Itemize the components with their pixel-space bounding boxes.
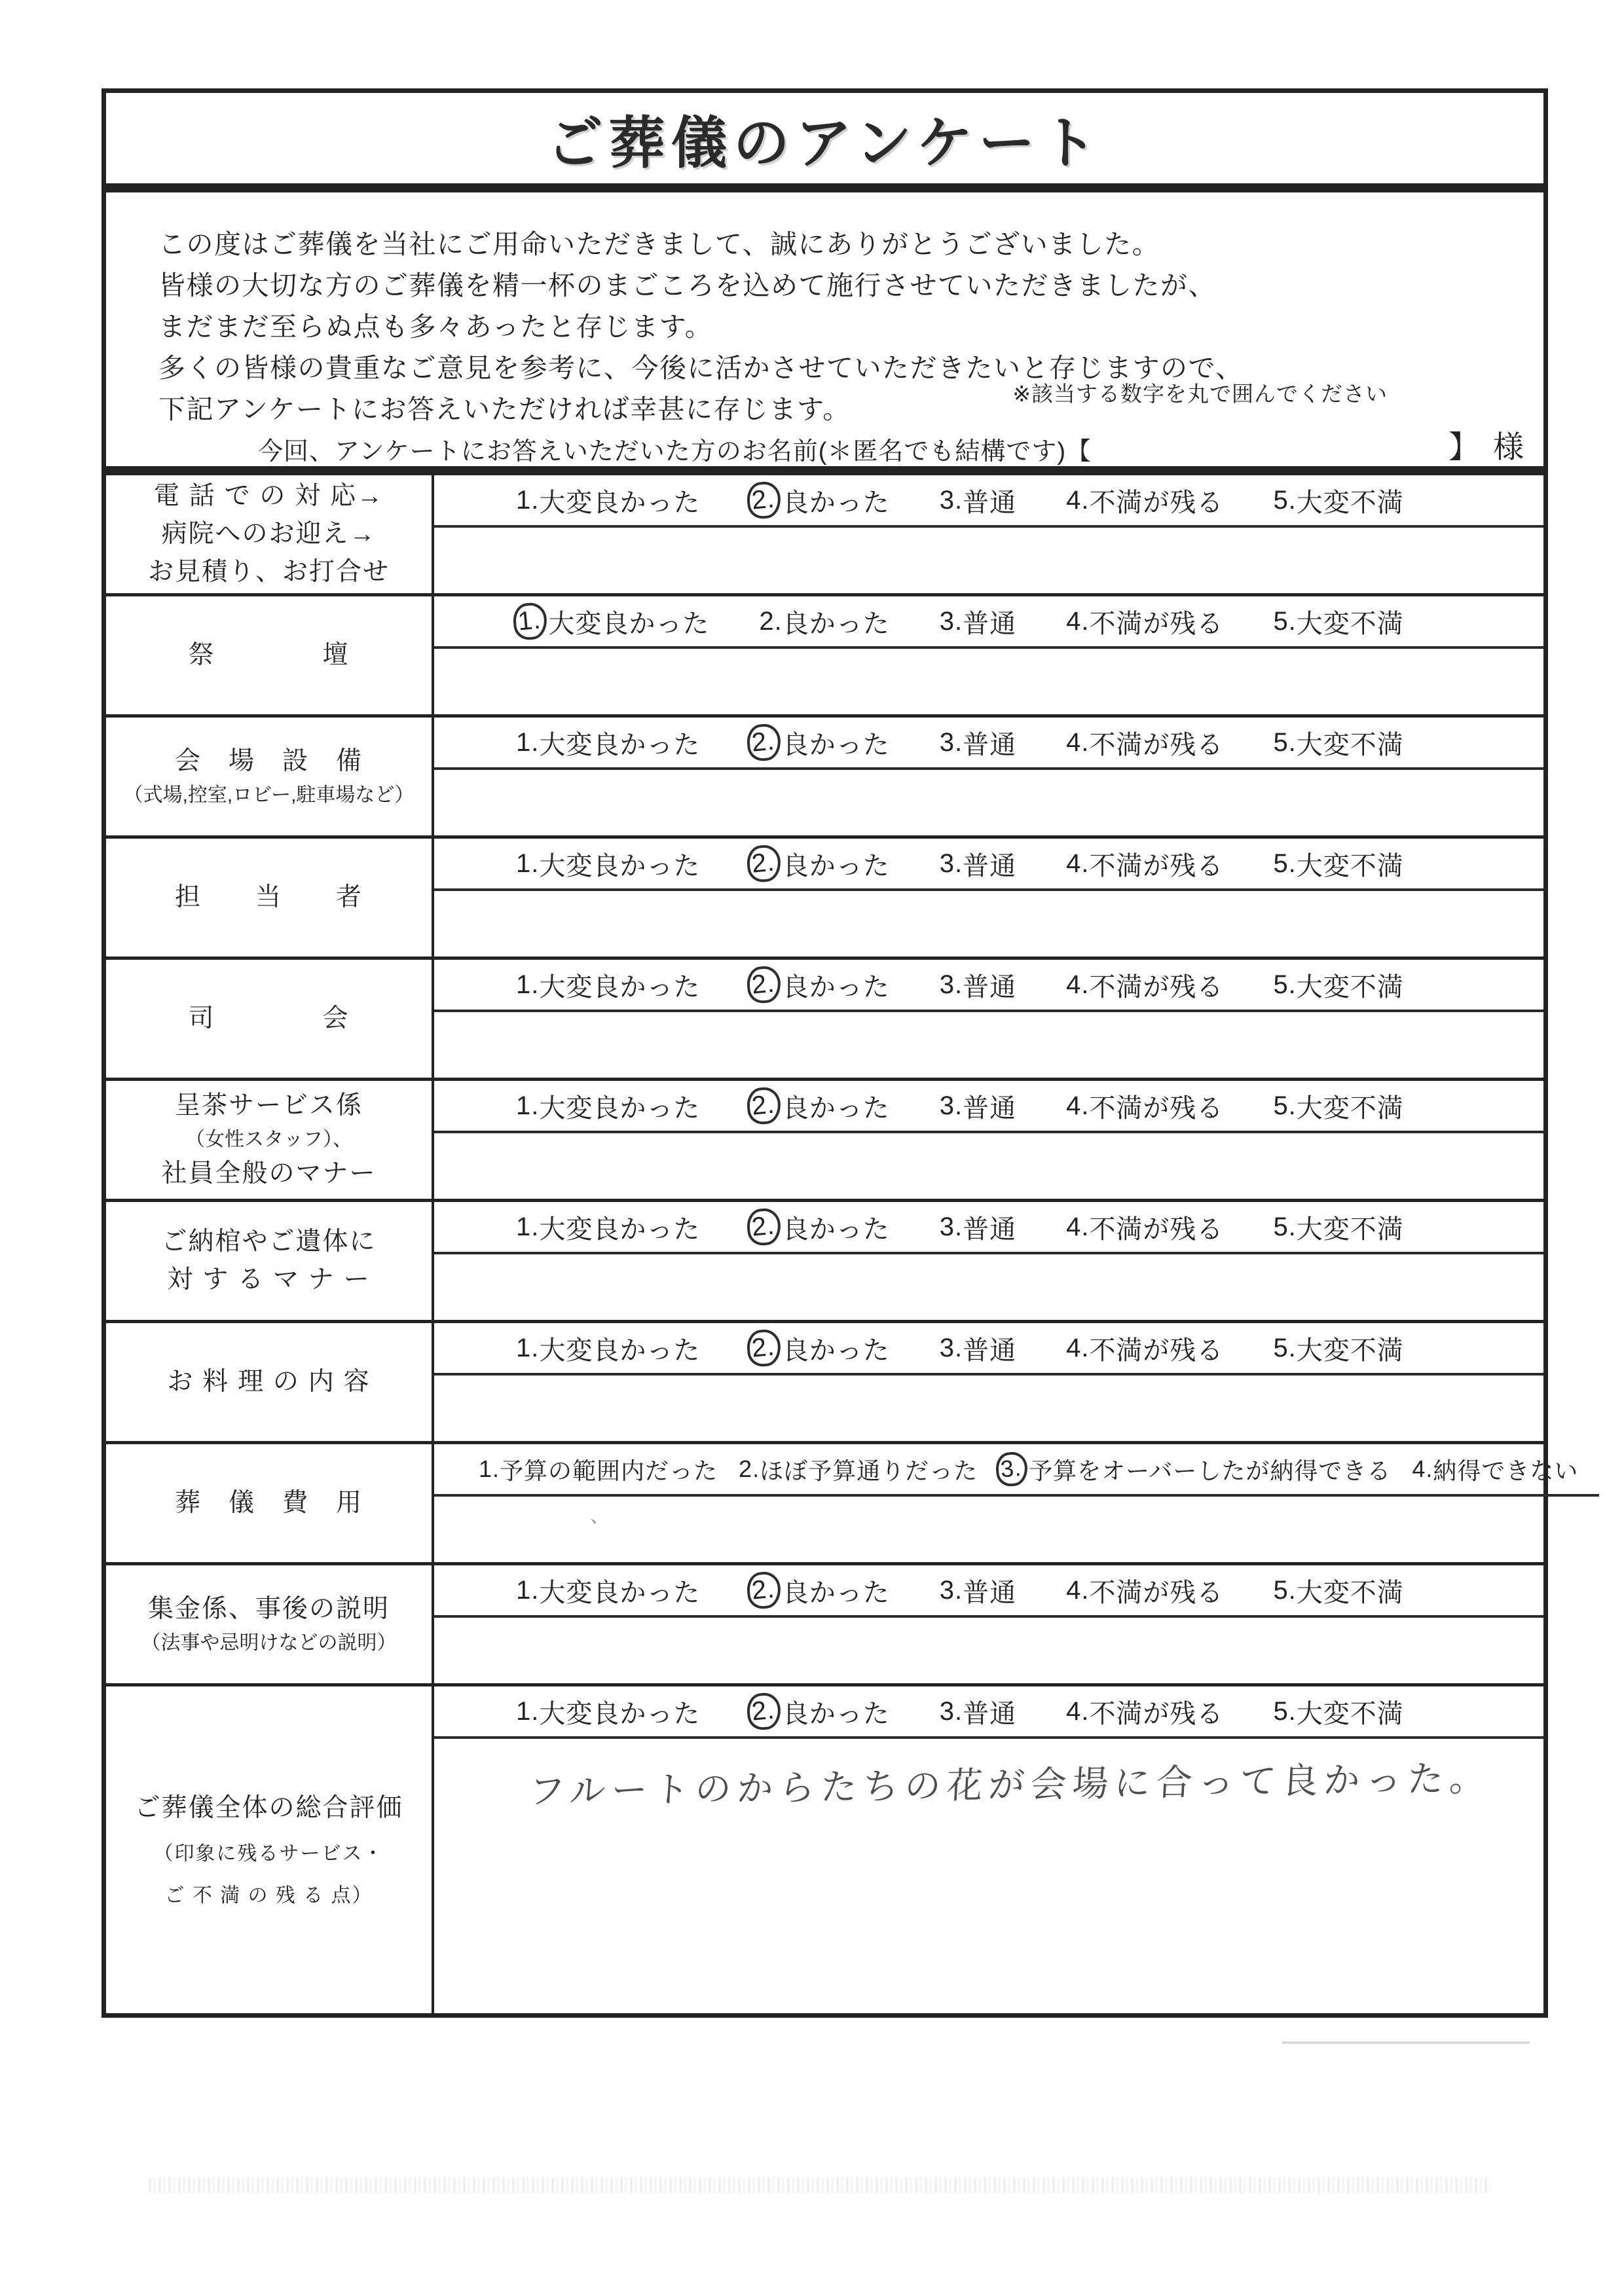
- rating-number: 4.: [1066, 486, 1090, 515]
- row-label: （法事や忌明けなどの説明）: [141, 1632, 397, 1654]
- selected-rating-circle: 2.: [746, 481, 783, 520]
- rating-option[interactable]: [940, 1572, 1016, 1609]
- rating-option[interactable]: [1066, 482, 1223, 519]
- rating-label: 大変不満: [1296, 1214, 1404, 1244]
- rating-label: 大変不満: [1296, 1336, 1404, 1365]
- rating-options: [434, 718, 1543, 770]
- rating-label: 良かった: [782, 1214, 890, 1244]
- row-label-cell: [106, 1323, 434, 1441]
- rating-label: 良かった: [782, 488, 890, 517]
- rating-label: 普通: [963, 609, 1017, 638]
- row-options-cell: [434, 960, 1543, 1078]
- row-label: 社員全般のマナー: [161, 1159, 377, 1188]
- row-options-cell: [434, 718, 1543, 835]
- rating-label: 大変良かった: [539, 851, 701, 881]
- rating-number: 1.: [516, 1212, 540, 1241]
- rating-number: 1.: [516, 849, 540, 878]
- rating-number: 1.: [516, 486, 540, 515]
- row-options-cell: [434, 1323, 1543, 1441]
- row-label: 会 場 設 備: [174, 747, 363, 775]
- comment-area[interactable]: [434, 1618, 1543, 1683]
- row-options-cell: [434, 1444, 1599, 1562]
- rating-label: 不満が残る: [1089, 1578, 1224, 1607]
- row-options-cell: [434, 1081, 1543, 1199]
- rating-number: 4.: [1412, 1455, 1433, 1483]
- rating-label: 大変良かった: [539, 488, 701, 517]
- row-label: 担 当 者: [174, 883, 363, 911]
- row-options-cell: [434, 1686, 1543, 2013]
- rating-option[interactable]: [750, 845, 889, 883]
- page-title: ご葬儀のアンケート: [546, 112, 1103, 175]
- survey-row: [106, 1686, 1543, 2013]
- rating-number: 5.: [1273, 486, 1297, 515]
- rating-number: 5.: [1273, 970, 1297, 999]
- rating-number: 1.: [516, 1576, 540, 1605]
- row-label: 呈茶サービス係: [174, 1091, 363, 1120]
- rating-option[interactable]: [940, 1330, 1016, 1367]
- rating-option[interactable]: [1273, 482, 1403, 519]
- rating-label: 良かった: [782, 972, 890, 1002]
- rating-options: [434, 475, 1543, 528]
- rating-number: 1.: [516, 1091, 540, 1120]
- row-label-cell: [106, 475, 434, 593]
- row-label: 電 話 で の 対 応→: [153, 482, 384, 510]
- row-label: ご 不 満 の 残 る 点）: [164, 1884, 373, 1906]
- row-label: （女性スタッフ）、: [185, 1129, 352, 1150]
- rating-number: 1.: [516, 970, 540, 999]
- rating-label: 良かった: [782, 1699, 890, 1728]
- rating-label: 不満が残る: [1089, 1214, 1224, 1244]
- rating-number: 5.: [1273, 1091, 1297, 1120]
- row-label-cell: [106, 1202, 434, 1320]
- rating-option[interactable]: [1273, 1330, 1403, 1367]
- rating-label: 大変良かった: [539, 1699, 701, 1728]
- rating-label: 良かった: [782, 851, 890, 881]
- rating-options: [434, 1323, 1543, 1376]
- rating-label: 大変不満: [1296, 972, 1404, 1002]
- rating-option[interactable]: [1066, 966, 1223, 1004]
- rating-number: 5.: [1273, 728, 1297, 757]
- rating-label: 大変良かった: [539, 1093, 701, 1123]
- rating-option[interactable]: [479, 1453, 718, 1486]
- row-options-cell: [434, 839, 1543, 957]
- comment-area[interactable]: [434, 1497, 1599, 1562]
- rating-label: 不満が残る: [1089, 851, 1224, 881]
- rating-number: 3.: [939, 1091, 963, 1120]
- rating-label: 良かった: [782, 1093, 890, 1123]
- scan-artifact-ghost-text: [149, 2178, 1490, 2193]
- selected-rating-circle: 3.: [995, 1451, 1029, 1487]
- rating-label: 大変不満: [1296, 730, 1404, 759]
- rating-number: 3.: [939, 1576, 963, 1605]
- rating-number: 3.: [939, 607, 963, 636]
- survey-row: [106, 718, 1543, 839]
- rating-number: 1.: [516, 1334, 540, 1362]
- intro-line: この度はご葬儀を当社にご用命いただきまして、誠にありがとうございました。: [158, 229, 1160, 259]
- name-line: [258, 423, 1526, 467]
- rating-number: 3.: [939, 1212, 963, 1241]
- rating-options: [434, 839, 1543, 891]
- name-honorific: 】 様: [1448, 429, 1526, 464]
- rating-number: 3.: [939, 486, 963, 515]
- rating-option[interactable]: [759, 603, 889, 640]
- rating-label: 不満が残る: [1089, 1336, 1224, 1365]
- rating-label: 良かった: [782, 1578, 890, 1607]
- rating-label: 大変良かった: [539, 1214, 701, 1244]
- rating-option[interactable]: [1273, 1572, 1403, 1609]
- row-label: 葬 儀 費 用: [174, 1489, 363, 1517]
- rating-number: 1.: [479, 1455, 500, 1483]
- rating-options: [434, 1202, 1543, 1254]
- rating-label: 予算をオーバーしたが納得できる: [1029, 1457, 1392, 1484]
- rating-option[interactable]: [1066, 845, 1223, 883]
- rating-option[interactable]: [1066, 724, 1223, 761]
- row-label-cell: [106, 1444, 434, 1562]
- rating-options: [434, 1081, 1543, 1133]
- rating-number: 4.: [1066, 1697, 1090, 1726]
- selected-rating-circle: 2.: [746, 965, 783, 1004]
- rating-number: 5.: [1273, 607, 1297, 636]
- rating-options: [434, 596, 1543, 649]
- rating-options: [434, 960, 1543, 1012]
- rating-option[interactable]: [750, 1330, 889, 1367]
- rating-option[interactable]: [1066, 1087, 1223, 1125]
- intro-line: まだまだ至らぬ点も多々あったと存じます。: [158, 312, 713, 342]
- rating-label: 大変良かった: [548, 609, 710, 638]
- rating-option[interactable]: [940, 603, 1016, 640]
- survey-row: [106, 960, 1543, 1081]
- rating-option[interactable]: [1273, 1209, 1403, 1246]
- row-label: 祭 壇: [188, 641, 350, 669]
- rating-number: 1.: [516, 1697, 540, 1726]
- rating-option[interactable]: [1273, 1693, 1403, 1730]
- selected-rating-circle: 2.: [746, 1692, 783, 1731]
- selected-rating-circle: 2.: [746, 1207, 783, 1247]
- survey-row: [106, 1323, 1543, 1444]
- rating-label: 普通: [963, 1699, 1017, 1728]
- rating-number: 3.: [939, 728, 963, 757]
- comment-area[interactable]: [434, 1133, 1543, 1199]
- rating-label: 普通: [963, 1214, 1017, 1244]
- rating-label: 納得できない: [1433, 1457, 1579, 1484]
- handwritten-comment: フルートのからたちの花が会場に合って良かった。: [528, 1757, 1493, 1812]
- rating-number: 4.: [1066, 1576, 1090, 1605]
- rating-number: 3.: [939, 1697, 963, 1726]
- rating-label: 普通: [963, 972, 1017, 1002]
- row-label-cell: [106, 1081, 434, 1199]
- rating-label: 予算の範囲内だった: [500, 1457, 718, 1484]
- rating-label: 大変不満: [1296, 609, 1404, 638]
- rating-label: 大変不満: [1296, 1578, 1404, 1607]
- comment-area[interactable]: [434, 770, 1543, 835]
- rating-number: 5.: [1273, 1212, 1297, 1241]
- row-label: 司 会: [188, 1004, 350, 1032]
- rating-label: 大変不満: [1296, 851, 1404, 881]
- rating-option[interactable]: [516, 966, 700, 1004]
- selected-rating-circle: 2.: [746, 1086, 783, 1125]
- survey-row: [106, 1202, 1543, 1323]
- row-options-cell: [434, 596, 1543, 714]
- rating-option[interactable]: [750, 1572, 889, 1609]
- rating-option[interactable]: [1066, 1209, 1223, 1246]
- rating-label: 不満が残る: [1089, 1093, 1224, 1123]
- rating-number: 2.: [739, 1455, 760, 1483]
- rating-number: 4.: [1066, 1334, 1090, 1362]
- row-label: 集金係、事後の説明: [147, 1595, 390, 1623]
- rating-label: 普通: [963, 1336, 1017, 1365]
- intro-line: 下記アンケートにお答えいただければ幸甚に存じます。: [158, 394, 851, 424]
- rating-option[interactable]: [516, 845, 700, 883]
- rating-label: 良かった: [782, 609, 890, 638]
- comment-area[interactable]: [434, 528, 1543, 593]
- rating-number: 4.: [1066, 728, 1090, 757]
- rating-option[interactable]: [1066, 603, 1223, 640]
- rating-option[interactable]: [1066, 1330, 1223, 1367]
- rating-option[interactable]: [516, 1330, 700, 1367]
- row-label: （印象に残るサービス・: [153, 1842, 384, 1865]
- rating-option[interactable]: [516, 1572, 700, 1609]
- intro-box: [101, 188, 1548, 471]
- row-options-cell: [434, 1565, 1543, 1683]
- survey-row: [106, 1081, 1543, 1202]
- rating-option[interactable]: [940, 966, 1016, 1004]
- rating-option[interactable]: [940, 724, 1016, 761]
- rating-number: 3.: [939, 849, 963, 878]
- rating-option[interactable]: [750, 966, 889, 1004]
- circle-instruction-note: ※該当する数字を丸で囲んでください: [1012, 382, 1388, 406]
- scan-artifact-faint-line: [1282, 2041, 1530, 2044]
- row-label: お 料 理 の 内 容: [167, 1368, 371, 1396]
- rating-option[interactable]: [750, 482, 889, 519]
- rating-label: 大変不満: [1296, 1699, 1404, 1728]
- rating-option[interactable]: [1273, 603, 1403, 640]
- rating-label: 良かった: [782, 730, 890, 759]
- row-label: 病院へのお迎え→: [161, 520, 377, 548]
- comment-area[interactable]: [434, 891, 1543, 957]
- selected-rating-circle: 2.: [746, 1328, 783, 1368]
- rating-option[interactable]: [1273, 724, 1403, 761]
- rating-option[interactable]: [750, 724, 889, 761]
- rating-option[interactable]: [1273, 1087, 1403, 1125]
- survey-row: [106, 1565, 1543, 1686]
- rating-label: 良かった: [782, 1336, 890, 1365]
- comment-area[interactable]: [434, 1376, 1543, 1441]
- row-options-cell: [434, 1202, 1543, 1320]
- rating-label: ほぼ予算通りだった: [760, 1457, 978, 1484]
- rating-options: [434, 1444, 1599, 1497]
- survey-table: [101, 471, 1579, 2018]
- rating-label: 普通: [963, 1093, 1017, 1123]
- comment-area[interactable]: [434, 1012, 1543, 1078]
- rating-options: [434, 1686, 1543, 1739]
- rating-option[interactable]: [516, 482, 700, 519]
- selected-rating-circle: 2.: [746, 844, 783, 883]
- rating-option[interactable]: [739, 1453, 978, 1486]
- rating-option[interactable]: [516, 1693, 700, 1730]
- selected-rating-circle: 2.: [746, 1571, 783, 1610]
- rating-option[interactable]: [1066, 1693, 1223, 1730]
- selected-rating-circle: 2.: [746, 723, 783, 762]
- rating-number: 5.: [1273, 849, 1297, 878]
- survey-row: [106, 475, 1543, 596]
- selected-rating-circle: 1.: [512, 602, 549, 641]
- comment-area[interactable]: [434, 649, 1543, 714]
- rating-option[interactable]: [940, 845, 1016, 883]
- rating-option[interactable]: [750, 1087, 889, 1125]
- rating-option[interactable]: [750, 1693, 889, 1730]
- row-label-cell: [106, 718, 434, 835]
- rating-label: 不満が残る: [1089, 1699, 1224, 1728]
- row-label: （式場,控室,ロビー,駐車場など）: [123, 784, 415, 806]
- rating-label: 普通: [963, 851, 1017, 881]
- rating-number: 4.: [1066, 1212, 1090, 1241]
- rating-option[interactable]: [999, 1453, 1391, 1486]
- rating-option[interactable]: [1412, 1453, 1578, 1486]
- rating-option[interactable]: [1273, 966, 1403, 1004]
- rating-label: 不満が残る: [1089, 972, 1224, 1002]
- rating-number: 5.: [1273, 1334, 1297, 1362]
- name-prompt: 今回、アンケートにお答えいただいた方のお名前(＊匿名でも結構です)【: [258, 438, 1092, 465]
- rating-number: 2.: [759, 607, 783, 636]
- survey-row: [106, 596, 1543, 718]
- rating-option[interactable]: [516, 1087, 700, 1125]
- comment-area[interactable]: [434, 1254, 1543, 1320]
- rating-number: 4.: [1066, 849, 1090, 878]
- intro-line: 多くの皆様の貴重なご意見を参考に、今後に活かさせていただきたいと存じますので、: [158, 353, 1244, 383]
- rating-label: 大変不満: [1296, 1093, 1404, 1123]
- row-label: お見積り、お打合せ: [147, 558, 390, 586]
- rating-label: 大変良かった: [539, 1578, 701, 1607]
- rating-label: 普通: [963, 488, 1017, 517]
- rating-option[interactable]: [940, 1087, 1016, 1125]
- row-label-cell: [106, 1686, 434, 2013]
- survey-row: [106, 1444, 1579, 1565]
- rating-label: 大変良かった: [539, 972, 701, 1002]
- row-label: 対 す る マ ナ ー: [167, 1266, 371, 1294]
- row-label-cell: [106, 839, 434, 957]
- rating-label: 大変不満: [1296, 488, 1404, 517]
- rating-option[interactable]: [940, 1693, 1016, 1730]
- row-label: ご葬儀全体の総合評価: [134, 1793, 403, 1822]
- title-box: [101, 88, 1548, 188]
- rating-number: 5.: [1273, 1697, 1297, 1726]
- rating-label: 不満が残る: [1089, 730, 1224, 759]
- rating-option[interactable]: [516, 603, 709, 640]
- rating-number: 1.: [516, 728, 540, 757]
- row-label: ご納棺やご遺体に: [161, 1228, 377, 1256]
- rating-number: 3.: [939, 970, 963, 999]
- rating-label: 普通: [963, 1578, 1017, 1607]
- comment-area[interactable]: [434, 1739, 1543, 2013]
- rating-number: 4.: [1066, 970, 1090, 999]
- rating-options: [434, 1565, 1543, 1618]
- rating-label: 不満が残る: [1089, 488, 1224, 517]
- rating-option[interactable]: [940, 482, 1016, 519]
- rating-label: 大変良かった: [539, 1336, 701, 1365]
- intro-line: 皆様の大切な方のご葬儀を精一杯のまごころを込めて施行させていただきましたが、: [158, 270, 1216, 301]
- rating-number: 4.: [1066, 1091, 1090, 1120]
- rating-number: 5.: [1273, 1576, 1297, 1605]
- rating-number: 4.: [1066, 607, 1090, 636]
- rating-option[interactable]: [1273, 845, 1403, 883]
- stray-pen-mark: 、: [590, 1505, 610, 1527]
- rating-option[interactable]: [750, 1209, 889, 1246]
- rating-label: 大変良かった: [539, 730, 701, 759]
- row-label-cell: [106, 596, 434, 714]
- row-options-cell: [434, 475, 1543, 593]
- row-label-cell: [106, 960, 434, 1078]
- rating-option[interactable]: [516, 1209, 700, 1246]
- survey-row: [106, 839, 1543, 960]
- rating-option[interactable]: [1066, 1572, 1223, 1609]
- rating-option[interactable]: [516, 724, 700, 761]
- rating-number: 3.: [939, 1334, 963, 1362]
- row-label-cell: [106, 1565, 434, 1683]
- rating-label: 不満が残る: [1089, 609, 1224, 638]
- rating-label: 普通: [963, 730, 1017, 759]
- rating-option[interactable]: [940, 1209, 1016, 1246]
